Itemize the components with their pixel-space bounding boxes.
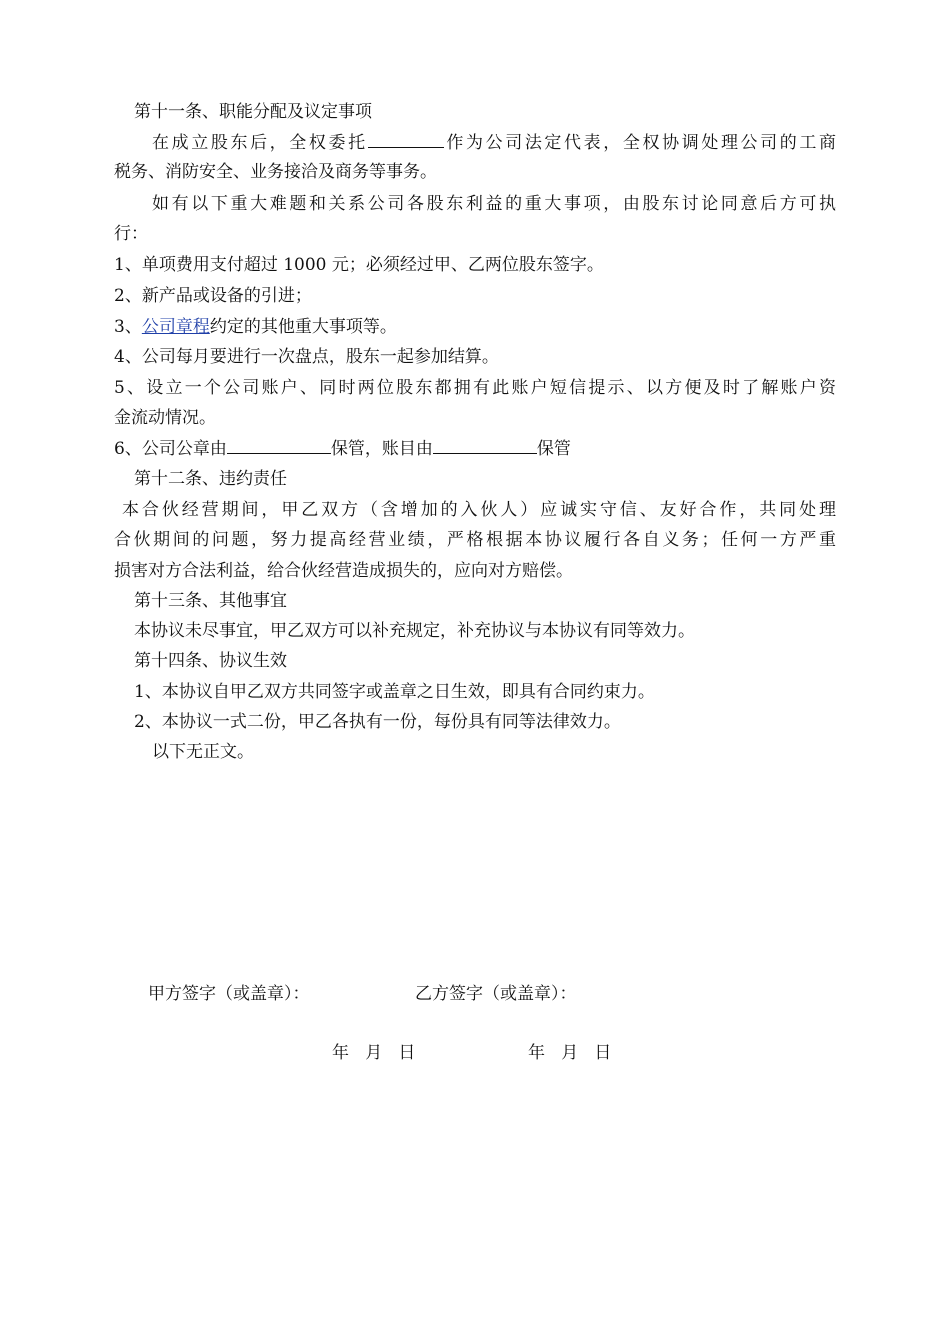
list-item-6-text-c: 保管 [536, 439, 571, 459]
article-14-item-1: 1、本协议自甲乙双方共同签字或盖章之日生效，即具有合同约束力。 [134, 682, 655, 702]
list-item-2: 2、新产品或设备的引进； [114, 286, 312, 306]
article-14-item-2: 2、本协议一式二份，甲乙各执有一份，每份具有同等法律效力。 [134, 712, 621, 732]
list-item-3-suffix: 约定的其他重大事项等。 [209, 317, 397, 337]
list-item-6-text-b: 保管，账目由 [330, 439, 433, 459]
article-11-text-a: 在成立股东后，全权委托 [152, 133, 368, 153]
article-12-title: 第十二条、违约责任 [134, 469, 287, 489]
article-11-title: 第十一条、职能分配及议定事项 [134, 102, 372, 122]
article-13-paragraph: 本协议未尽事宜，甲乙双方可以补充规定，补充协议与本协议有同等效力。 [134, 621, 695, 641]
party-a-date: 年 月 日 [332, 1043, 416, 1063]
party-b-signature-label: 乙方签字（或盖章）： [415, 984, 577, 1004]
article-11-paragraph-1-line-1 [152, 127, 836, 157]
list-item-6 [114, 433, 836, 463]
article-11-paragraph-1-line-2: 税务、消防安全、业务接洽及商务等事务。 [114, 162, 437, 182]
list-item-3-prefix: 3、 [114, 317, 142, 337]
company-charter-link[interactable]: 公司章程 [141, 317, 210, 337]
list-item-5-line-1: 5、设立一个公司账户、同时两位股东都拥有此账户短信提示、以方便及时了解账户资 [114, 378, 836, 398]
article-13-title: 第十三条、其他事宜 [134, 591, 287, 611]
article-12-line-3: 损害对方合法利益，给合伙经营造成损失的，应向对方赔偿。 [114, 561, 573, 581]
list-item-1: 1、单项费用支付超过 1000 元；必须经过甲、乙两位股东签字。 [114, 255, 604, 275]
list-item-5-line-2: 金流动情况。 [114, 408, 216, 428]
accounts-keeper-blank [433, 433, 537, 454]
seal-keeper-blank [227, 433, 331, 454]
article-12-line-2: 合伙期间的问题，努力提高经营业绩，严格根据本协议履行各自义务；任何一方严重 [114, 530, 836, 550]
article-12-line-1: 本合伙经营期间，甲乙双方（含增加的入伙人）应诚实守信、友好合作，共同处理 [122, 500, 836, 520]
list-item-3 [114, 312, 836, 342]
list-item-6-text-a: 6、公司公章由 [114, 439, 227, 459]
article-11-paragraph-2-line-2: 行： [114, 224, 148, 244]
list-item-4: 4、公司每月要进行一次盘点，股东一起参加结算。 [114, 347, 499, 367]
party-a-signature-label: 甲方签字（或盖章）： [148, 984, 310, 1004]
end-of-text-note: 以下无正文。 [152, 742, 254, 762]
legal-representative-blank [368, 127, 444, 148]
party-b-date: 年 月 日 [528, 1043, 612, 1063]
article-11-text-b: 作为公司法定代表，全权协调处理公司的工商 [443, 133, 836, 153]
article-11-paragraph-2-line-1: 如有以下重大难题和关系公司各股东利益的重大事项，由股东讨论同意后方可执 [152, 194, 836, 214]
article-14-title: 第十四条、协议生效 [134, 651, 287, 671]
